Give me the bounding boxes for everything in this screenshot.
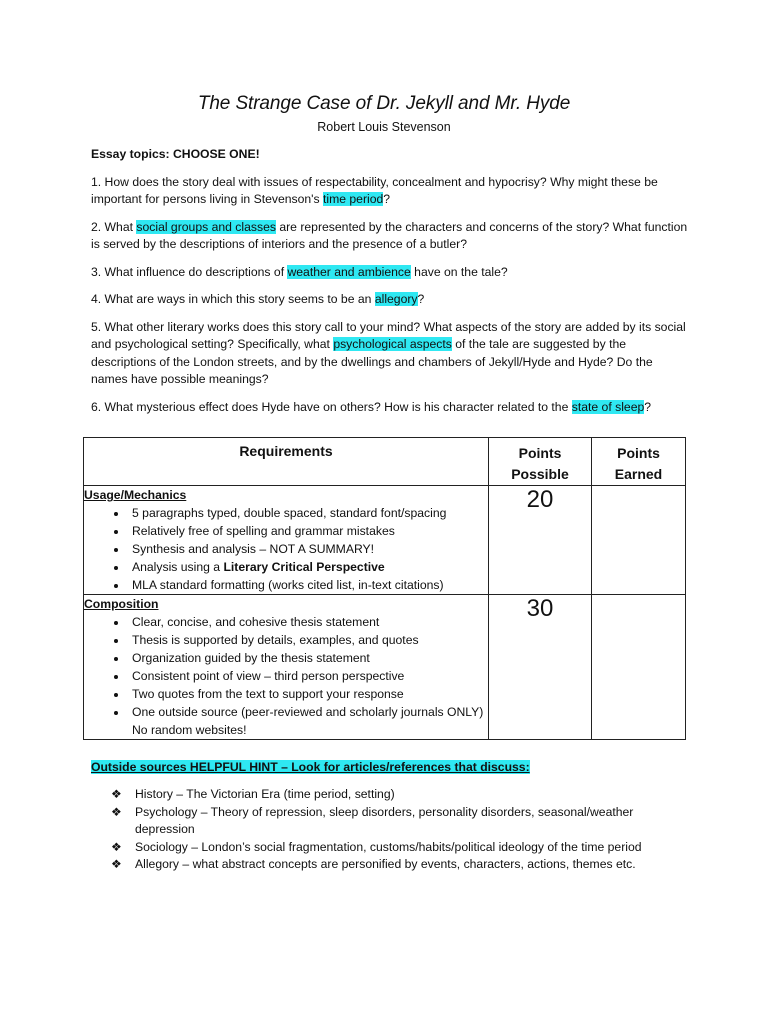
question-text: ?	[644, 399, 652, 414]
points-earned-cell	[592, 595, 686, 740]
list-item: • Synthesis and analysis – NOT A SUMMARY!	[128, 540, 488, 558]
points-possible-cell: 30	[489, 595, 592, 740]
requirements-cell	[84, 595, 489, 740]
points-earned-cell	[592, 486, 686, 595]
question-text: ?	[383, 192, 391, 206]
list-item: • Thesis is supported by details, examples, and quotes	[128, 631, 488, 649]
list-item: • One outside source (peer-reviewed and scholarly journals ONLY) No random websites!	[128, 703, 488, 739]
header-points-possible: Points Possible	[489, 438, 592, 486]
list-item: • MLA standard formatting (works cited list, in-text citations)	[128, 576, 488, 594]
question-2	[91, 219, 691, 254]
section-title: Usage/Mechanics	[84, 488, 187, 502]
question-text: 5. What other literary works does this story call to your mind? What aspects of the story are added by its social and psychological setting? Specifically, what	[91, 319, 686, 351]
highlighted-phrase: psychological aspects	[333, 337, 452, 351]
highlighted-phrase: weather and ambience	[287, 264, 411, 279]
list-item: • Analysis using a Literary Critical Perspective	[128, 558, 488, 576]
diamond-bullet-icon: ❖	[111, 839, 122, 854]
topics-heading: Essay topics: CHOOSE ONE!	[91, 147, 260, 161]
document-author: Robert Louis Stevenson	[317, 120, 451, 134]
question-1	[91, 174, 691, 209]
list-item: • Clear, concise, and cohesive thesis statement	[128, 613, 488, 631]
question-text: 3. What influence do descriptions of	[91, 264, 288, 279]
diamond-bullet-icon: ❖	[111, 787, 122, 801]
header-points-earned: Points Earned	[592, 438, 686, 486]
question-text: 6. What mysterious effect does Hyde have on others? How is his character related to the	[91, 399, 572, 414]
list-item: • 5 paragraphs typed, double spaced, standard font/spacing	[128, 504, 488, 522]
question-3	[91, 264, 691, 282]
requirements-cell	[84, 486, 489, 595]
list-item: ❖ Sociology – London’s social fragmentation, customs/habits/political ideology of the time period	[111, 839, 691, 857]
table-row	[84, 486, 686, 595]
hint-text: Outside sources HELPFUL HINT – Look for articles/references that discuss:	[91, 760, 530, 774]
highlighted-phrase: social groups and classes	[136, 219, 276, 234]
highlighted-phrase: allegory	[374, 292, 418, 306]
list-item: • Organization guided by the thesis statement	[128, 649, 488, 667]
list-item: • Consistent point of view – third person perspective	[128, 667, 488, 685]
points-possible-cell: 20	[489, 486, 592, 595]
header-requirements: Requirements	[84, 438, 489, 486]
list-item: ❖ Psychology – Theory of repression, sleep disorders, personality disorders, seasonal/weather depression	[111, 804, 634, 836]
diamond-bullet-icon: ❖	[111, 804, 122, 819]
highlighted-phrase: state of sleep	[571, 399, 645, 414]
list-item: ❖ History – The Victorian Era (time period, setting)	[111, 786, 691, 804]
helpful-hint	[91, 760, 530, 774]
question-text: 1. How does the story deal with issues of respectability, concealment and hypocrisy? Why might these be important for persons living in Stevenson's	[91, 174, 658, 206]
list-item: • Relatively free of spelling and grammar mistakes	[128, 522, 488, 540]
question-text: ?	[417, 292, 425, 306]
highlighted-phrase: time period	[322, 192, 384, 206]
table-row	[84, 595, 686, 740]
diamond-bullet-icon: ❖	[111, 857, 122, 871]
question-6	[91, 399, 691, 417]
table-header-row	[84, 438, 686, 486]
question-5	[91, 319, 691, 389]
question-4	[91, 291, 691, 309]
question-text: 4. What are ways in which this story seems to be an	[91, 292, 375, 306]
question-text: 2. What	[91, 219, 137, 234]
list-item: ❖ Allegory – what abstract concepts are personified by events, characters, actions, themes etc.	[111, 856, 691, 874]
requirement-list	[84, 613, 488, 739]
document-title: The Strange Case of Dr. Jekyll and Mr. Hyde	[197, 93, 571, 114]
question-text: of the tale are suggested by the descriptions of the London streets, and by the dwellings and chambers of Jekyll/Hyde and Hyde? Do the names have possible meanings?	[91, 337, 653, 386]
sources-list	[111, 786, 691, 874]
question-text: are represented by the characters and concerns of the story? What function is served by the descriptions of interiors and the presence of a butler?	[91, 219, 688, 251]
document-body	[91, 146, 691, 426]
requirements-table	[83, 437, 686, 740]
section-title: Composition	[84, 597, 159, 611]
question-text: have on the tale?	[410, 264, 508, 279]
list-item: • Two quotes from the text to support your response	[128, 685, 488, 703]
requirement-list	[84, 504, 488, 594]
